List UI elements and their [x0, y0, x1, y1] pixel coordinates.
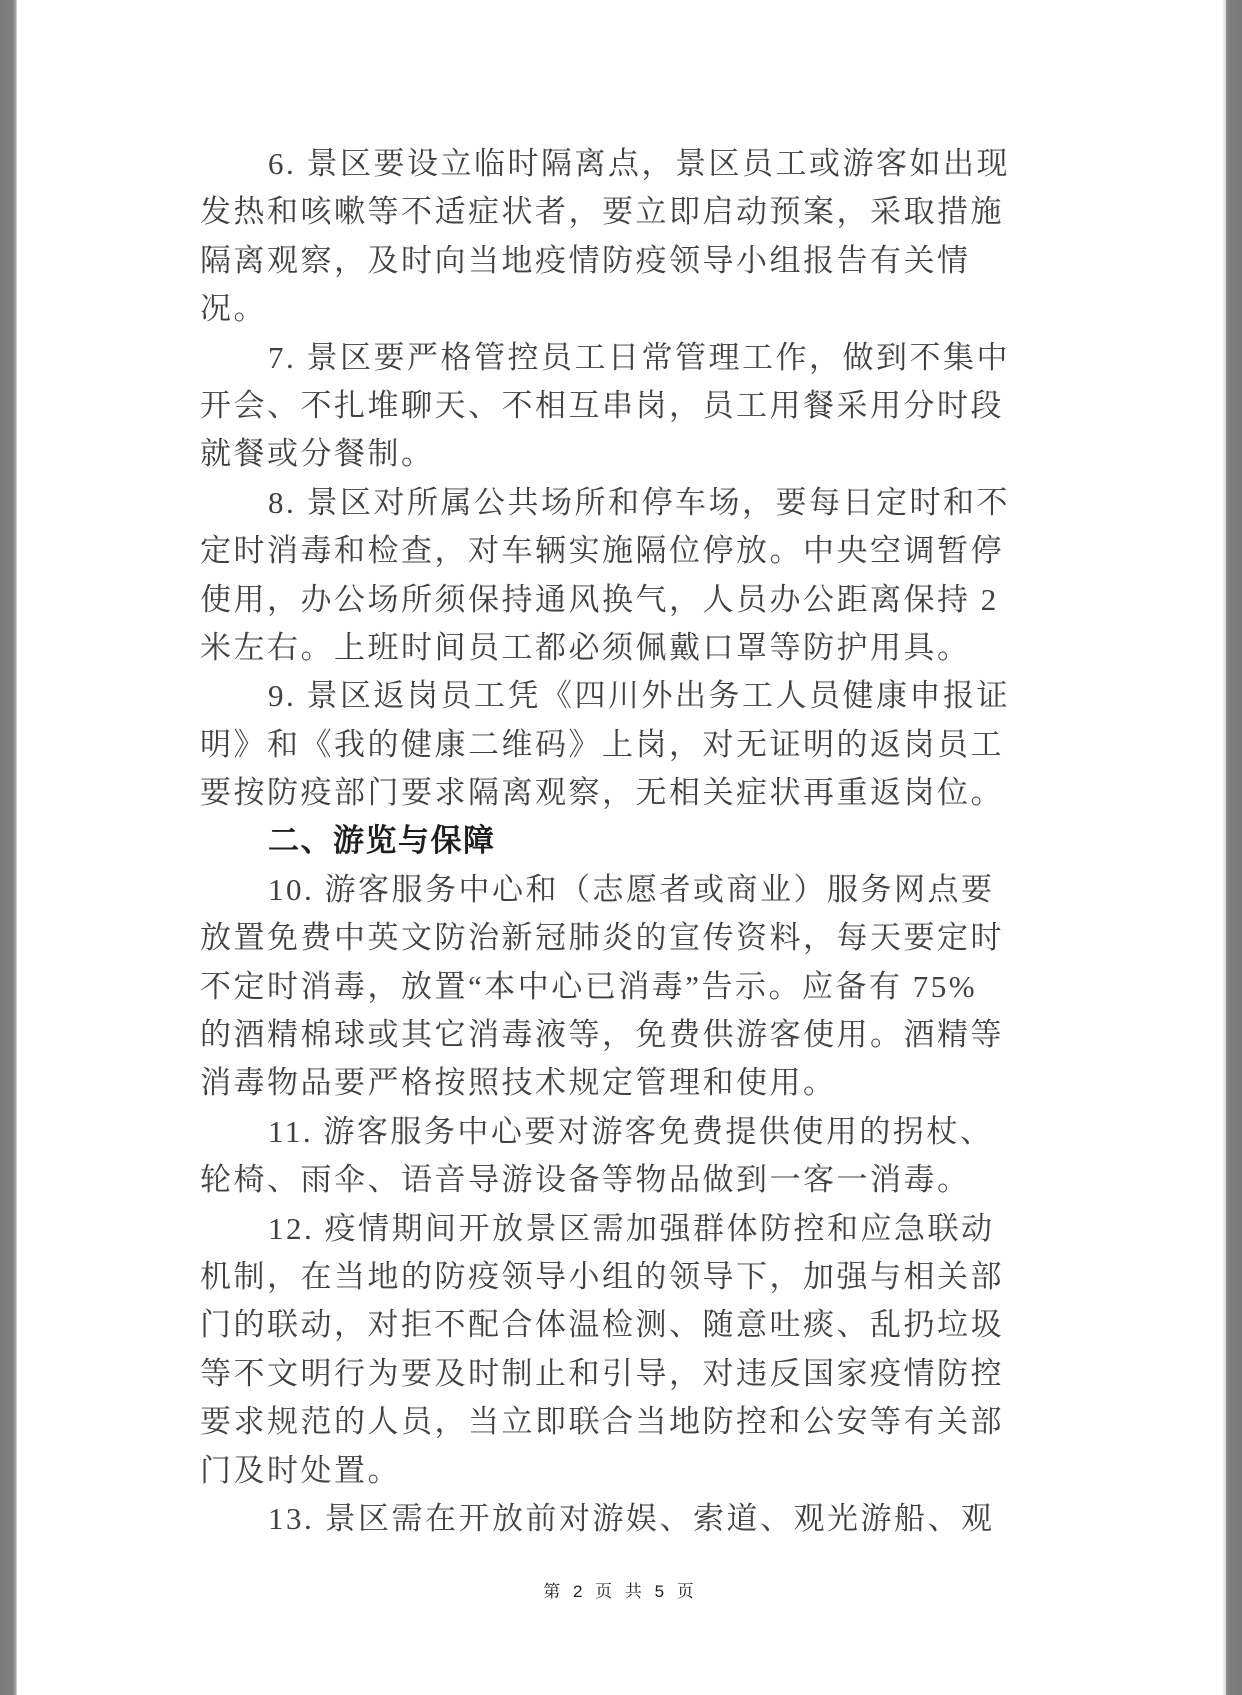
text-line: 门及时处置。 [200, 1452, 401, 1488]
text-line: 开会、不扎堆聊天、不相互串岗，员工用餐采用分时段 [200, 387, 1004, 423]
text-line: 等不文明行为要及时制止和引导，对违反国家疫情防控 [200, 1355, 1004, 1391]
text-line: 6. 景区要设立临时隔离点，景区员工或游客如出现 [268, 146, 1010, 181]
text-line: 的酒精棉球或其它消毒液等，免费供游客使用。酒精等 [200, 1017, 1004, 1053]
text-line: 门的联动，对拒不配合体温检测、随意吐痰、乱扔垃圾 [200, 1307, 1004, 1343]
text-line: 放置免费中英文防治新冠肺炎的宣传资料，每天要定时 [200, 920, 1004, 956]
text-line: 13. 景区需在开放前对游娱、索道、观光游船、观 [268, 1500, 995, 1536]
viewer-gutter-right [1226, 0, 1242, 1695]
text-line: 7. 景区要严格管控员工日常管理工作，做到不集中 [268, 339, 1010, 375]
document-page [17, 0, 1222, 1695]
document-text-block [200, 140, 1028, 1543]
text-line: 机制，在当地的防疫领导小组的领导下，加强与相关部 [200, 1258, 1004, 1294]
text-line: 定时消毒和检查，对车辆实施隔位停放。中央空调暂停 [200, 533, 1004, 569]
section-heading: 二、游览与保障 [268, 823, 496, 859]
text-line: 况。 [200, 291, 267, 327]
text-line: 使用，办公场所须保持通风换气，人员办公距离保持 2 [200, 581, 999, 617]
text-line: 11. 游客服务中心要对游客免费提供使用的拐杖、 [268, 1113, 994, 1149]
text-line: 轮椅、雨伞、语音导游设备等物品做到一客一消毒。 [200, 1162, 971, 1198]
page-number-footer: 第 2 页 共 5 页 [543, 1582, 696, 1601]
text-line: 不定时消毒，放置“本中心已消毒”告示。应备有 75% [200, 968, 978, 1004]
text-line: 10. 游客服务中心和（志愿者或商业）服务网点要 [268, 871, 995, 907]
text-line: 8. 景区对所属公共场所和停车场，要每日定时和不 [268, 484, 1010, 520]
text-line: 12. 疫情期间开放景区需加强群体防控和应急联动 [268, 1210, 995, 1246]
text-line: 米左右。上班时间员工都必须佩戴口罩等防护用具。 [200, 629, 971, 665]
text-line: 要求规范的人员，当立即联合当地防控和公安等有关部 [200, 1404, 1004, 1440]
text-line: 发热和咳嗽等不适症状者，要立即启动预案，采取措施 [200, 194, 1004, 230]
text-line: 要按防疫部门要求隔离观察，无相关症状再重返岗位。 [200, 775, 1004, 811]
text-line: 就餐或分餐制。 [200, 436, 435, 472]
viewer-gutter-left [0, 0, 17, 1695]
text-line: 消毒物品要严格按照技术规定管理和使用。 [200, 1065, 837, 1101]
text-line: 明》和《我的健康二维码》上岗，对无证明的返岗员工 [200, 726, 1004, 762]
text-line: 9. 景区返岗员工凭《四川外出务工人员健康申报证 [268, 678, 1010, 714]
text-line: 隔离观察，及时向当地疫情防疫领导小组报告有关情 [200, 242, 971, 278]
